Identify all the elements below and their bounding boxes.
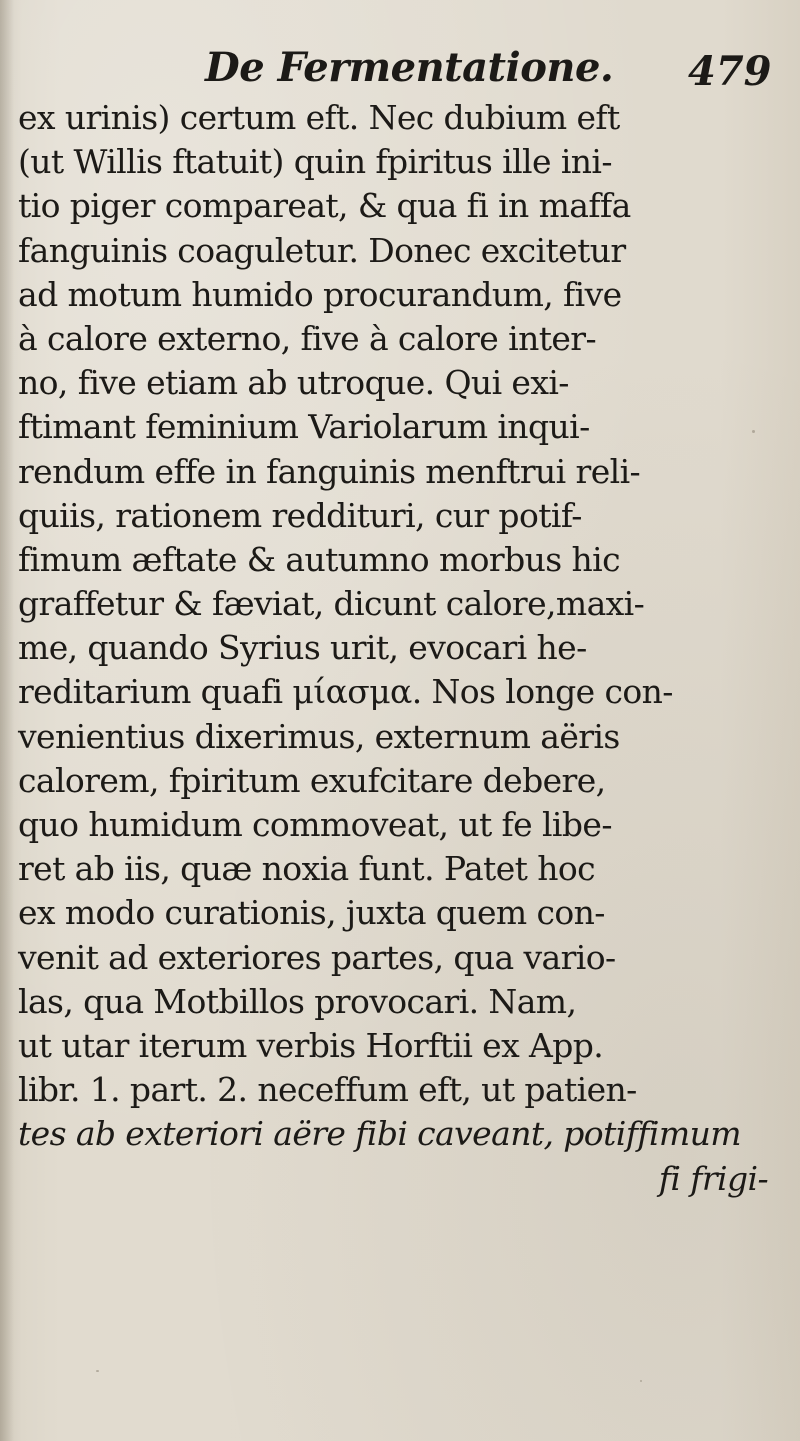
text-line: me, quando Syrius urit, evocari he- — [18, 628, 587, 668]
text-line: fanguinis coaguletur. Donec excitetur — [18, 230, 626, 270]
paper-speck — [96, 1370, 99, 1372]
text-line: quiis, rationem reddituri, cur potif- — [18, 495, 582, 535]
text-line: no, five etiam ab utroque. Qui exi- — [18, 363, 569, 403]
gutter-shadow — [0, 0, 14, 1441]
running-head: De Fermentatione. — [205, 44, 614, 91]
text-line: ut utar iterum verbis Horftii ex App. — [18, 1025, 604, 1065]
text-line: ret ab iis, quæ noxia funt. Patet hoc — [18, 849, 596, 889]
text-line: reditarium quafi μίασμα. Nos longe con- — [18, 672, 673, 712]
text-line: ftimant feminium Variolarum inqui- — [18, 407, 590, 447]
text-line: (ut Willis ftatuit) quin fpiritus ille ini- — [18, 142, 612, 182]
text-line: libr. 1. part. 2. neceffum eft, ut patien- — [18, 1070, 637, 1110]
catchword: fi frigi- — [658, 1158, 768, 1198]
text-line-italic: tes ab exteriori aëre fibi caveant, potiffimum — [18, 1114, 741, 1154]
paper-speck — [752, 430, 755, 433]
text-line: tio piger compareat, & qua fi in maffa — [18, 186, 631, 226]
text-line: las, qua Motbillos provocari. Nam, — [18, 981, 577, 1021]
text-line: ad motum humido procurandum, five — [18, 274, 622, 314]
body-text — [18, 96, 798, 1201]
text-line: ex modo curationis, juxta quem con- — [18, 893, 605, 933]
text-line: venientius dixerimus, externum aëris — [18, 716, 620, 756]
page-number: 479 — [688, 48, 772, 95]
text-line: calorem, fpiritum exufcitare debere, — [18, 760, 606, 800]
text-line: fimum æftate & autumno morbus hic — [18, 539, 620, 579]
text-line: quo humidum commoveat, ut fe libe- — [18, 805, 612, 844]
text-line: rendum effe in fanguinis menftrui reli- — [18, 451, 641, 491]
text-line: venit ad exteriores partes, qua vario- — [18, 937, 616, 977]
paper-speck — [640, 1380, 642, 1382]
text-line: à calore externo, five à calore inter- — [18, 318, 597, 358]
text-line: graffetur & fæviat, dicunt calore,maxi- — [18, 584, 645, 624]
page-header — [0, 36, 800, 96]
text-line: ex urinis) certum eft. Nec dubium eft — [18, 98, 620, 137]
